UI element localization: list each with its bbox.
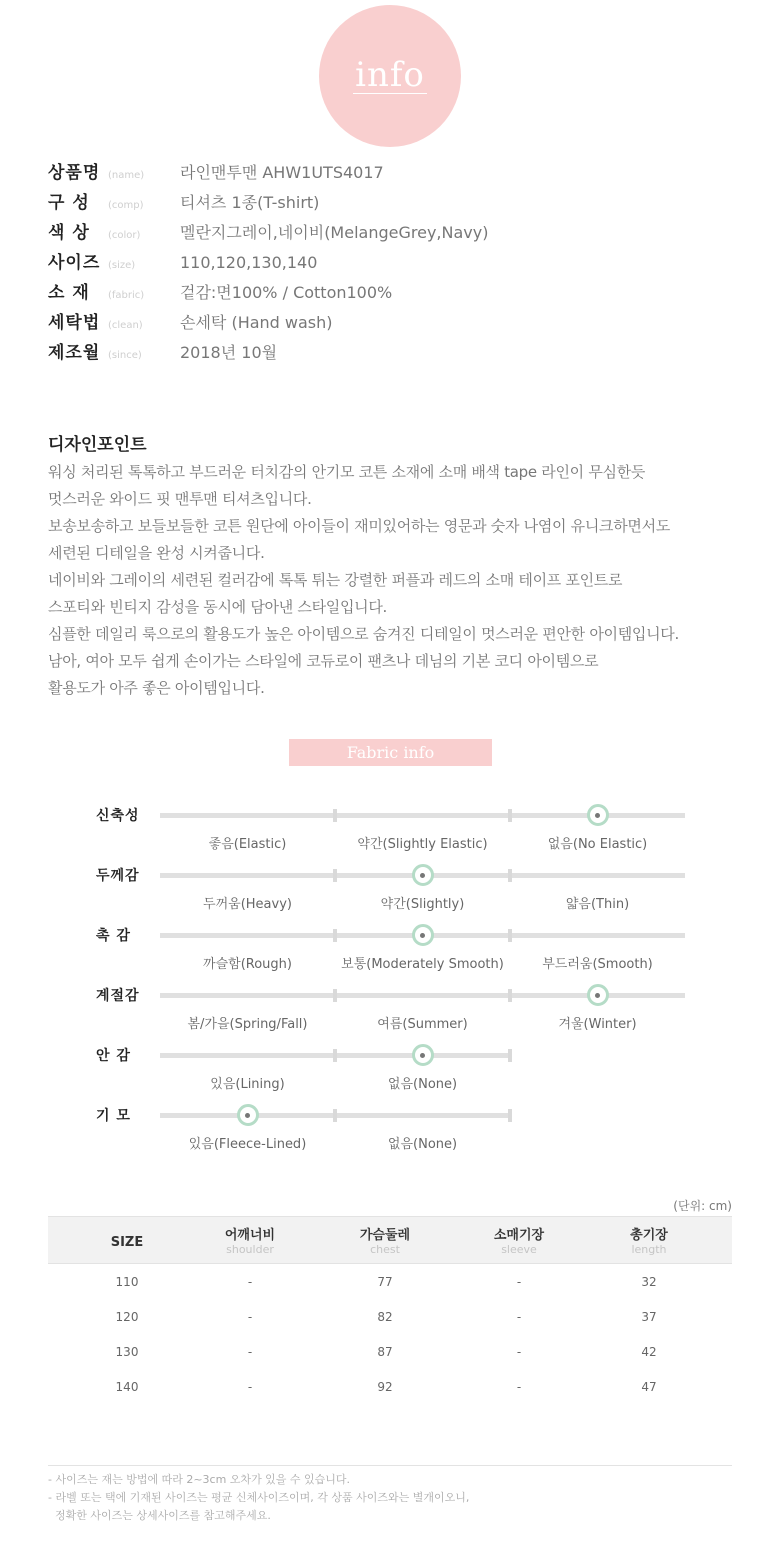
spec-key: (color) <box>108 230 141 241</box>
table-cell: 82 <box>377 1310 393 1324</box>
spec-row <box>48 338 488 368</box>
fabric-row-label: 안 감 <box>96 1048 131 1064</box>
design-line: 활용도가 아주 좋은 아이템입니다. <box>48 679 265 697</box>
fabric-row <box>0 986 780 1046</box>
size-notes <box>48 1471 469 1525</box>
table-row <box>48 1380 732 1400</box>
fabric-tick <box>333 1049 337 1062</box>
spec-value: 멜란지그레이,네이비(MelangeGrey,Navy) <box>180 223 489 242</box>
design-line: 네이비와 그레이의 세련된 컬러감에 톡톡 튀는 강렬한 퍼플과 레드의 소매 테이프 포인트로 <box>48 571 623 589</box>
fabric-selected-marker <box>587 804 609 826</box>
table-cell: 42 <box>641 1345 657 1359</box>
table-cell: - <box>247 1345 253 1359</box>
design-point-text <box>48 459 679 702</box>
spec-key: (fabric) <box>108 290 145 301</box>
fabric-tick <box>508 869 512 882</box>
fabric-option: 얇음(Thin) <box>565 897 630 912</box>
size-note: - 라벨 또는 택에 기재된 사이즈는 평균 신체사이즈이며, 각 상품 사이즈와는 별개이오니, <box>48 1491 470 1504</box>
table-row <box>48 1310 732 1330</box>
table-cell: 77 <box>377 1275 393 1289</box>
fabric-row <box>0 1106 780 1166</box>
fabric-tick <box>508 1109 512 1122</box>
spec-row <box>48 308 488 338</box>
design-point-title: 디자인포인트 <box>48 435 147 455</box>
fabric-row-label: 두께감 <box>96 868 140 884</box>
fabric-info-bar <box>289 739 492 766</box>
spec-key: (clean) <box>108 320 143 331</box>
size-header-cell <box>180 1229 320 1257</box>
fabric-track <box>160 1053 510 1058</box>
size-header-label: 가슴둘레 <box>359 1228 411 1243</box>
fabric-option: 약간(Slightly Elastic) <box>357 837 488 852</box>
table-cell: - <box>516 1310 522 1324</box>
fabric-tick <box>333 989 337 1002</box>
fabric-row-label: 촉 감 <box>96 928 131 944</box>
fabric-option: 좋음(Elastic) <box>208 837 287 852</box>
fabric-tick <box>333 809 337 822</box>
fabric-tick <box>508 989 512 1002</box>
fabric-option: 두꺼움(Heavy) <box>203 897 292 912</box>
spec-row <box>48 278 488 308</box>
size-header-sublabel: sleeve <box>501 1243 537 1256</box>
fabric-option: 겨울(Winter) <box>558 1017 637 1032</box>
fabric-option: 약간(Slightly) <box>380 897 465 912</box>
fabric-info-title: Fabric info <box>346 743 435 762</box>
size-note: 정확한 사이즈는 상세사이즈를 참고해주세요. <box>48 1509 271 1522</box>
spec-label: 구 성 <box>48 193 90 213</box>
size-header-label: 소매기장 <box>493 1228 545 1243</box>
fabric-row <box>0 926 780 986</box>
spec-row <box>48 188 488 218</box>
spec-row <box>48 248 488 278</box>
table-cell: 92 <box>377 1380 393 1394</box>
table-cell: 37 <box>641 1310 657 1324</box>
fabric-option: 여름(Summer) <box>377 1017 468 1032</box>
info-badge <box>319 5 461 147</box>
table-cell: - <box>247 1310 253 1324</box>
size-header-cell <box>449 1229 589 1257</box>
fabric-tick <box>508 929 512 942</box>
fabric-selected-marker <box>237 1104 259 1126</box>
fabric-row-label: 신축성 <box>96 808 140 824</box>
spec-value: 티셔츠 1종(T-shirt) <box>180 193 320 212</box>
design-line: 멋스러운 와이드 핏 맨투맨 티셔츠입니다. <box>48 490 312 508</box>
size-header-sublabel: chest <box>370 1243 400 1256</box>
fabric-tick <box>508 1049 512 1062</box>
fabric-option: 없음(None) <box>387 1077 458 1092</box>
table-cell: 47 <box>641 1380 657 1394</box>
fabric-row-label: 계절감 <box>96 988 140 1004</box>
table-cell: - <box>247 1275 253 1289</box>
fabric-tick <box>508 809 512 822</box>
size-header-sublabel: shoulder <box>226 1243 274 1256</box>
spec-label: 상품명 <box>48 163 101 183</box>
table-cell: 130 <box>115 1345 139 1359</box>
fabric-row <box>0 866 780 926</box>
spec-value: 110,120,130,140 <box>180 253 318 272</box>
spec-row <box>48 218 488 248</box>
fabric-tick <box>333 929 337 942</box>
size-header-label: SIZE <box>110 1235 144 1250</box>
table-cell: 140 <box>115 1380 139 1394</box>
size-header-sublabel: length <box>631 1243 667 1256</box>
info-badge-text: info <box>355 54 425 95</box>
spec-value: 2018년 10월 <box>180 343 278 362</box>
fabric-option: 있음(Lining) <box>210 1077 285 1092</box>
fabric-selected-marker <box>412 864 434 886</box>
spec-key: (comp) <box>108 200 144 211</box>
fabric-row-label: 기 모 <box>96 1108 131 1124</box>
table-cell: - <box>516 1345 522 1359</box>
design-line: 보송보송하고 보들보들한 코튼 원단에 아이들이 재미있어하는 영문과 숫자 나염이 유니크하면서도 <box>48 517 671 535</box>
spec-key: (since) <box>108 350 142 361</box>
spec-value: 겉감:면100% / Cotton100% <box>180 283 393 302</box>
size-header-cell <box>57 1229 197 1250</box>
table-cell: - <box>247 1380 253 1394</box>
spec-value: 손세탁 (Hand wash) <box>180 313 333 332</box>
fabric-option: 봄/가을(Spring/Fall) <box>187 1017 308 1032</box>
fabric-selected-marker <box>412 1044 434 1066</box>
size-unit: (단위: cm) <box>673 1199 732 1213</box>
fabric-tick <box>333 1109 337 1122</box>
spec-list <box>48 158 488 368</box>
table-cell: - <box>516 1380 522 1394</box>
fabric-row <box>0 1046 780 1106</box>
design-line: 세련된 디테일을 완성 시켜줍니다. <box>48 544 265 562</box>
fabric-option: 없음(None) <box>387 1137 458 1152</box>
spec-label: 사이즈 <box>48 253 101 273</box>
fabric-row <box>0 806 780 866</box>
size-header-cell <box>315 1229 455 1257</box>
spec-value: 라인맨투맨 AHW1UTS4017 <box>180 163 384 182</box>
spec-row <box>48 158 488 188</box>
spec-key: (name) <box>108 170 145 181</box>
table-row <box>48 1275 732 1295</box>
fabric-track <box>160 1113 510 1118</box>
size-header-cell <box>579 1229 719 1257</box>
table-cell: 32 <box>641 1275 657 1289</box>
design-line: 심플한 데일리 룩으로의 활용도가 높은 아이템으로 숨겨진 디테일이 멋스러운 편안한 아이템입니다. <box>48 625 679 643</box>
fabric-tick <box>333 869 337 882</box>
table-cell: 87 <box>377 1345 393 1359</box>
spec-label: 색 상 <box>48 223 90 243</box>
design-line: 스포티와 빈티지 감성을 동시에 담아낸 스타일입니다. <box>48 598 387 616</box>
table-cell: 120 <box>115 1310 139 1324</box>
fabric-option: 보통(Moderately Smooth) <box>341 957 504 972</box>
fabric-option: 부드러움(Smooth) <box>542 957 653 972</box>
size-header-label: 어깨너비 <box>224 1228 276 1243</box>
notes-divider <box>48 1465 732 1466</box>
size-header-label: 총기장 <box>630 1228 668 1243</box>
spec-label: 세탁법 <box>48 313 101 333</box>
spec-key: (size) <box>108 260 136 271</box>
fabric-selected-marker <box>412 924 434 946</box>
size-note: - 사이즈는 재는 방법에 따라 2~3cm 오차가 있을 수 있습니다. <box>48 1473 351 1486</box>
fabric-option: 있음(Fleece-Lined) <box>188 1137 307 1152</box>
spec-label: 제조월 <box>48 343 101 363</box>
table-cell: - <box>516 1275 522 1289</box>
table-row <box>48 1345 732 1365</box>
design-line: 워싱 처리된 톡톡하고 부드러운 터치감의 안기모 코튼 소재에 소매 배색 tape 라인이 무심한듯 <box>48 463 646 481</box>
table-cell: 110 <box>115 1275 139 1289</box>
fabric-option: 없음(No Elastic) <box>547 837 648 852</box>
size-table-header <box>48 1216 732 1264</box>
spec-label: 소 재 <box>48 283 90 303</box>
fabric-selected-marker <box>587 984 609 1006</box>
fabric-option: 까슬함(Rough) <box>203 957 292 972</box>
design-line: 남아, 여아 모두 쉽게 손이가는 스타일에 코듀로이 팬츠나 데님의 기본 코디 아이템으로 <box>48 652 599 670</box>
